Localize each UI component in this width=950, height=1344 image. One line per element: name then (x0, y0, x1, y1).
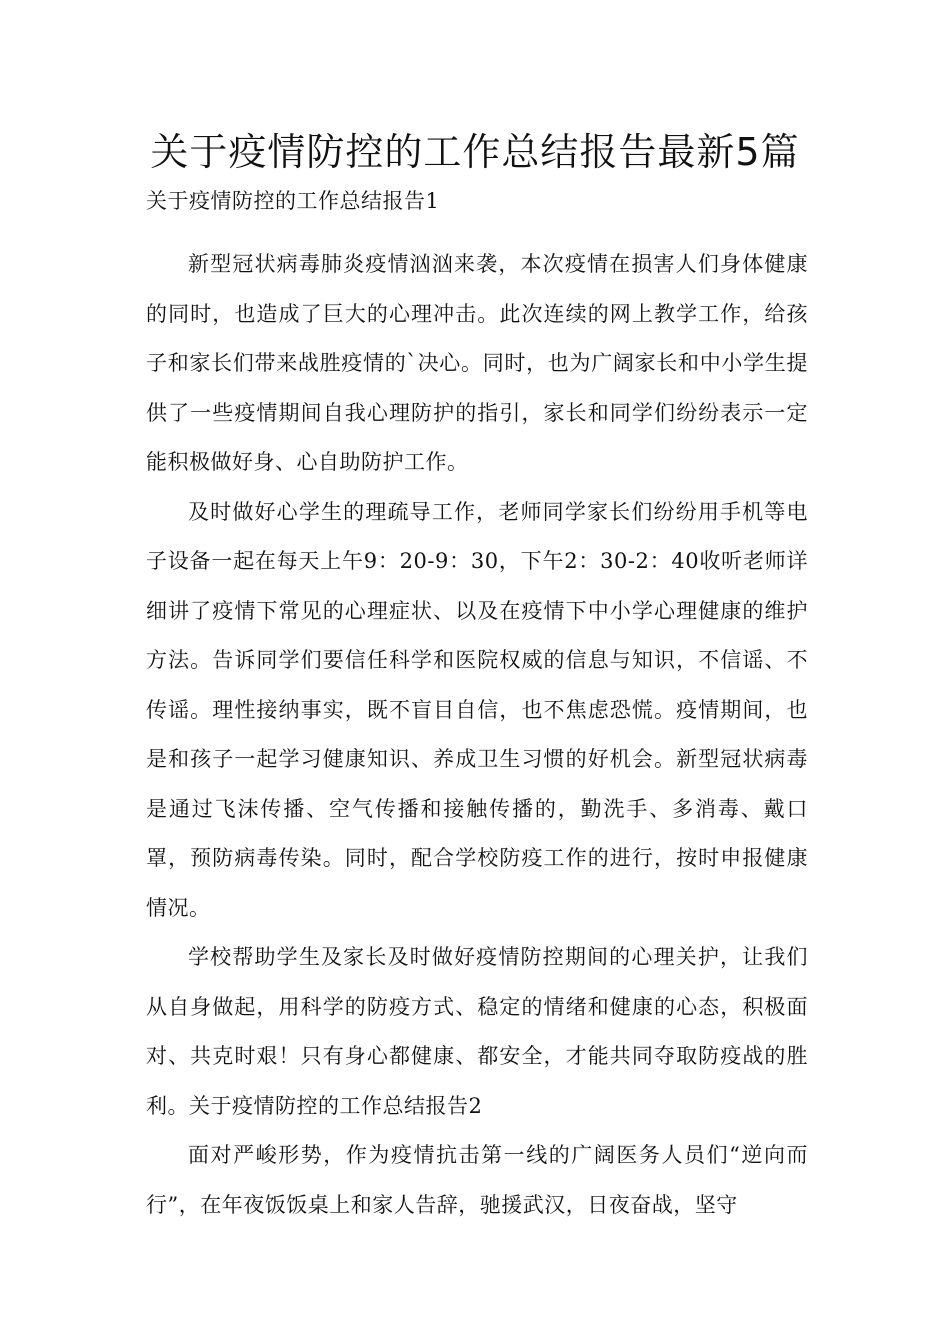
section-heading-1: 关于疫情防控的工作总结报告1 (146, 189, 440, 213)
paragraph-3 (146, 933, 808, 1131)
paragraph-3-text: 学校帮助学生及家长及时做好疫情防控期间的心理关护，让我们从自身做起，用科学的防疫方式、稳定的情绪和健康的心态，积极面对、共克时艰！只有身心都健康、都安全，才能共同夺取防疫战的胜利。 (146, 945, 808, 1118)
paragraph-1: 新型冠状病毒肺炎疫情汹汹来袭，本次疫情在损害人们身体健康的同时，也造成了巨大的心理冲击。此次连续的网上教学工作，给孩子和家长们带来战胜疫情的`决心。同时，也为广阔家长和中小学生提供了一些疫情期间自我心理防护的指引，家长和同学们纷纷表示一定能积极做好身、心自助防护工作。 (146, 252, 808, 474)
section-heading-2: 关于疫情防控的工作总结报告2 (189, 1093, 483, 1118)
paragraph-4: 面对严峻形势，作为疫情抗击第一线的广阔医务人员们“逆向而行”，在年夜饭饭桌上和家人告辞，驰援武汉，日夜奋战，坚守 (146, 1143, 808, 1217)
paragraph-2: 及时做好心学生的理疏导工作，老师同学家长们纷纷用手机等电子设备一起在每天上午9：20-9：30，下午2：30-2：40收听老师详细讲了疫情下常见的心理症状、以及在疫情下中小学心理健康的维护方法。告诉同学们要信任科学和医院权威的信息与知识，不信谣、不传谣。理性接纳事实，既不盲目自信，也不焦虑恐慌。疫情期间，也是和孩子一起学习健康知识、养成卫生习惯的好机会。新型冠状病毒是通过飞沫传播、空气传播和接触传播的，勤洗手、多消毒、戴口罩，预防病毒传染。同时，配合学校防疫工作的进行，按时申报健康情况。 (146, 499, 808, 920)
document-body (146, 182, 808, 1230)
document-title: 关于疫情防控的工作总结报告最新5篇 (150, 130, 800, 174)
